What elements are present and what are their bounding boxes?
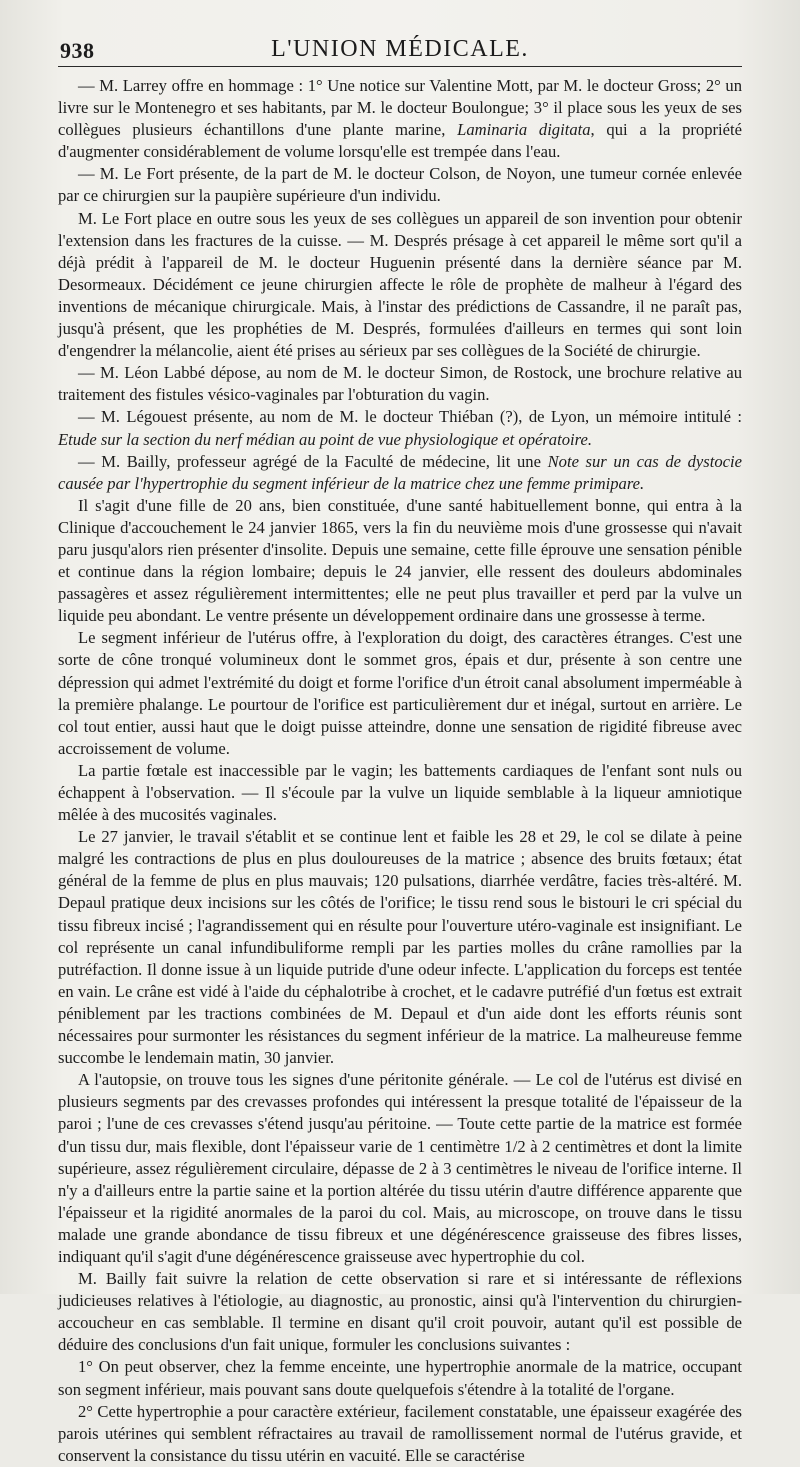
paragraph [58,406,742,450]
text-run: — M. Bailly, professeur agrégé de la Faculté de médecine, lit une [78,451,548,471]
paragraph [58,627,742,760]
page-header [58,30,742,67]
paragraph [58,1069,742,1268]
italic-title: Laminaria digitata [457,120,591,140]
text-run: A l'autopsie, on trouve tous les signes d'une péritonite générale. — Le col de l'utérus est divisé en plusieurs segments par des crevasses profondes qui intéressent la presque totalité de l'épaisseur de la paroi ; l'une de ces crevasses s'étend jusqu'au péritoine. — Toute cette partie de la matrice est formée d'un tissu dur, mais flexible, dont l'épaisseur varie de 1 centimètre 1/2 à 2 centimètres et dont la limite supérieure, assez régulièrement circulaire, dépasse de 2 à 3 centimètres le niveau de l'orifice interne. Il n'y a d'ailleurs entre la partie saine et la portion altérée du tissu utérin d'autre différence apparente que l'épaisseur et la rigidité anormales de la paroi du col. Mais, au microscope, on trouve dans le tissu malade une grande abondance de tissu fibreux et une dégénérescence graisseuse des fibres lisses, indiquant qu'il s'agit d'une dégénérescence graisseuse avec hypertrophie du col. [58,1070,742,1266]
text-run: — M. Léon Labbé dépose, au nom de M. le docteur Simon, de Rostock, une brochure relative au traitement des fistules vésico-vaginales par l'obturation du vagin. [58,363,742,405]
text-run: M. Le Fort place en outre sous les yeux de ses collègues un appareil de son invention pour obtenir l'extension dans les fractures de la cuisse. — M. Després présage à cet appareil le même sort qu'il a déjà prédit à l'appareil de M. le docteur Huguenin présenté dans la dernière séance par M. Desormeaux. Décidément ce jeune chirurgien affecte le rôle de prophète de malheur à l'égard des inventions de mécanique chirurgicale. Mais, à l'instar des prédictions de Cassandre, il ne paraît pas, jusqu'à présent, que les prophéties de M. Després, formulées d'ailleurs en termes qui sont loin d'engendrer la mélancolie, aient été prises au sérieux par ses collègues de la Société de chirurgie. [58,208,742,361]
text-run: 1° On peut observer, chez la femme enceinte, une hypertrophie anormale de la matrice, occupant son segment inférieur, mais pouvant sans doute quelquefois s'étendre à la totalité de l'organe. [58,1357,742,1399]
paragraph [58,451,742,495]
page-number: 938 [60,38,95,63]
running-head: L'UNION MÉDICALE. [271,36,529,62]
text-run: — M. Légouest présente, au nom de M. le docteur Thiéban (?), de Lyon, un mémoire intitulé : [78,407,742,427]
paragraph [58,208,742,363]
text-run: La partie fœtale est inaccessible par le vagin; les battements cardiaques de l'enfant sont nuls ou échappent à l'observation. — Il s'écoule par la vulve un liquide semblable à la liqueur amniotique mêlée à des mucosités vaginales. [58,760,742,825]
paragraph [58,362,742,406]
paragraph [58,495,742,628]
italic-title: Note sur un cas de dystocie causée par l'hypertrophie du segment inférieur de la matrice chez une femme primipare. [58,451,743,493]
text-run: , qui a la propriété d'augmenter considérablement de volume lorsqu'elle est trempée dans l'eau. [58,120,742,162]
text-run: — M. Le Fort présente, de la part de M. le docteur Colson, de Noyon, une tumeur cornée enlevée par ce chirurgien sur la paupière supérieure d'un individu. [58,164,742,206]
text-run: Le segment inférieur de l'utérus offre, à l'exploration du doigt, des caractères étranges. C'est une sorte de cône tronqué volumineux dont le sommet gros, épais et dur, présente à son centre une dépression qui admet l'extrémité du doigt et forme l'orifice d'un étroit canal absolument imperméable à la première phalange. Le pourtour de l'orifice est particulièrement dur et inégal, surtout en arrière. Le col tout entier, aussi haut que le doigt puisse atteindre, donne une sensation de rigidité fibreuse avec accroissement de volume. [58,628,742,758]
text-run: — M. Larrey offre en hommage : 1° Une notice sur Valentine Mott, par M. le docteur Gross; 2° un livre sur le Montenegro et ses habitants, par M. le docteur Boulongue; 3° il place sous les yeux de ses collègues plusieurs échantillons d'une plante marine, [58,76,742,140]
paragraph [58,760,742,826]
text-run: M. Bailly fait suivre la relation de cette observation si rare et si intéressante de réflexions judicieuses relatives à l'étiologie, au diagnostic, au pronostic, ainsi qu'à l'intervention du chirurgien-accoucheur en cas semblable. Il termine en disant qu'il croit pouvoir, autant qu'il est possible de déduire des conclusions d'un fait unique, formuler les conclusions suivantes : [58,1269,742,1355]
text-run: 2° Cette hypertrophie a pour caractère extérieur, facilement constatable, une épaisseur exagérée des parois utérines qui semblent réfractaires au travail de ramollissement normal de l'utérus gravide, et conservent la consistance du tissu utérin en vacuité. Elle se caractérise [58,1401,742,1465]
paragraph [58,1356,742,1400]
paragraph [58,1401,742,1467]
italic-title: Etude sur la section du nerf médian au point de vue physiologique et opératoire. [58,429,592,449]
paragraph [58,163,742,207]
article-body [58,75,742,1467]
text-run: Le 27 janvier, le travail s'établit et se continue lent et faible les 28 et 29, le col se dilate à peine malgré les contractions de plus en plus douloureuses de la matrice ; absence des bruits fœtaux; état général de la femme de plus en plus mauvais; 120 pulsations, diarrhée verdâtre, facies très-altéré. M. Depaul pratique deux incisions sur les côtés de l'orifice; le tissu rend sous le bistouri le cri spécial du tissu fibreux incisé ; l'agrandissement qui en résulte pour l'ouverture utéro-vaginale est insignifiant. Le col représente un canal infundibuliforme rempli par les parties molles du crâne ramollies par la putréfaction. Il donne issue à un liquide putride d'une odeur infecte. L'application du forceps est tentée en vain. Le crâne est vidé à l'aide du céphalotribe à crochet, et le cadavre putréfié d'un fœtus est extrait péniblement par les tractions combinées de M. Depaul et d'un aide dont les efforts réunis sont nécessaires pour surmonter les résistances du segment inférieur de la matrice. La malheureuse femme succombe le lendemain matin, 30 janvier. [58,827,742,1068]
paragraph [58,1268,742,1356]
paragraph [58,826,742,1069]
text-run: Il s'agit d'une fille de 20 ans, bien constituée, d'une santé habituellement bonne, qui entra à la Clinique d'accouchement le 24 janvier 1865, vers la fin du neuvième mois d'une grossesse qui n'avait paru jusqu'alors rien présenter d'insolite. Depuis une semaine, cette fille éprouve une sensation pénible et continue dans la région lombaire; depuis le 24 janvier, elle ressent des douleurs abdominales passagères et assez régulièrement intermittentes; elle ne peut plus travailler et perd par la vulve un liquide peu abondant. Le ventre présente un développement ordinaire dans une grossesse à terme. [58,495,742,626]
paragraph [58,75,742,163]
